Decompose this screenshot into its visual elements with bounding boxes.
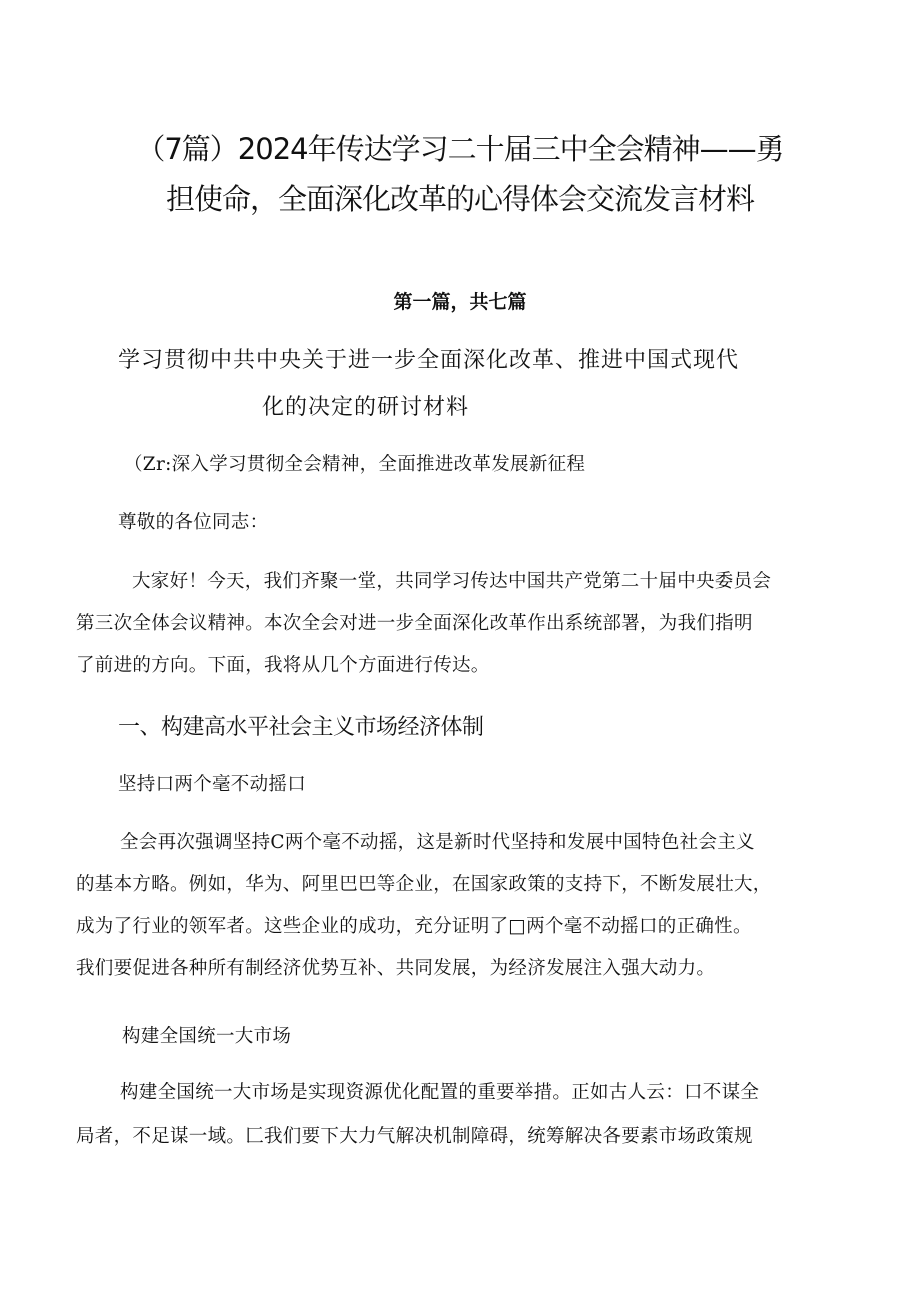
- subsection-1-line-3: 成为了行业的领军者。这些企业的成功，充分证明了□两个毫不动摇口的正确性。: [76, 916, 752, 937]
- document-title-line-2: 担使命，全面深化改革的心得体会交流发言材料: [165, 182, 754, 216]
- intro-line-2: 第三次全体会议精神。本次全会对进一步全面深化改革作出系统部署，为我们指明: [76, 613, 753, 634]
- part-label: 第一篇，共七篇: [393, 291, 527, 313]
- subsection-1-line-4: 我们要促进各种所有制经济优势互补、共同发展，为经济发展注入强大动力。: [76, 958, 716, 979]
- subsection-1-line-2: 的基本方略。例如，华为、阿里巴巴等企业，在国家政策的支持下，不断发展壮大，: [76, 874, 772, 895]
- subsection-1-line-1: 全会再次强调坚持C两个毫不动摇，这是新时代坚持和发展中国特色社会主义: [120, 832, 755, 853]
- article-title-line-1: 学习贯彻中共中央关于进一步全面深化改革、推进中国式现代: [118, 348, 740, 373]
- section-1-heading: 一、构建高水平社会主义市场经济体制: [118, 715, 484, 740]
- subsection-2-line-1: 构建全国统一大市场是实现资源优化配置的重要举措。正如古人云：口不谋全: [120, 1082, 760, 1103]
- intro-line-3: 了前进的方向。下面，我将从几个方面进行传达。: [76, 655, 490, 676]
- salutation: 尊敬的各位同志：: [118, 512, 269, 533]
- intro-line-1: 大家好！今天，我们齐聚一堂，共同学习传达中国共产党第二十届中央委员会: [132, 571, 772, 592]
- subsection-1-heading: 坚持口两个毫不动摇口: [118, 774, 307, 795]
- document-title-line-1: （7篇）2024年传达学习二十届三中全会精神——勇: [136, 132, 784, 166]
- article-title-line-2: 化的决定的研讨材料: [262, 395, 470, 420]
- subsection-2-heading: 构建全国统一大市场: [122, 1026, 292, 1047]
- subsection-2-line-2: 局者，不足谋一域。匚我们要下大力气解决机制障碍，统筹解决各要素市场政策规: [76, 1126, 753, 1147]
- theme-line: （Zr:深入学习贯彻全会精神，全面推进改革发展新征程: [124, 454, 586, 475]
